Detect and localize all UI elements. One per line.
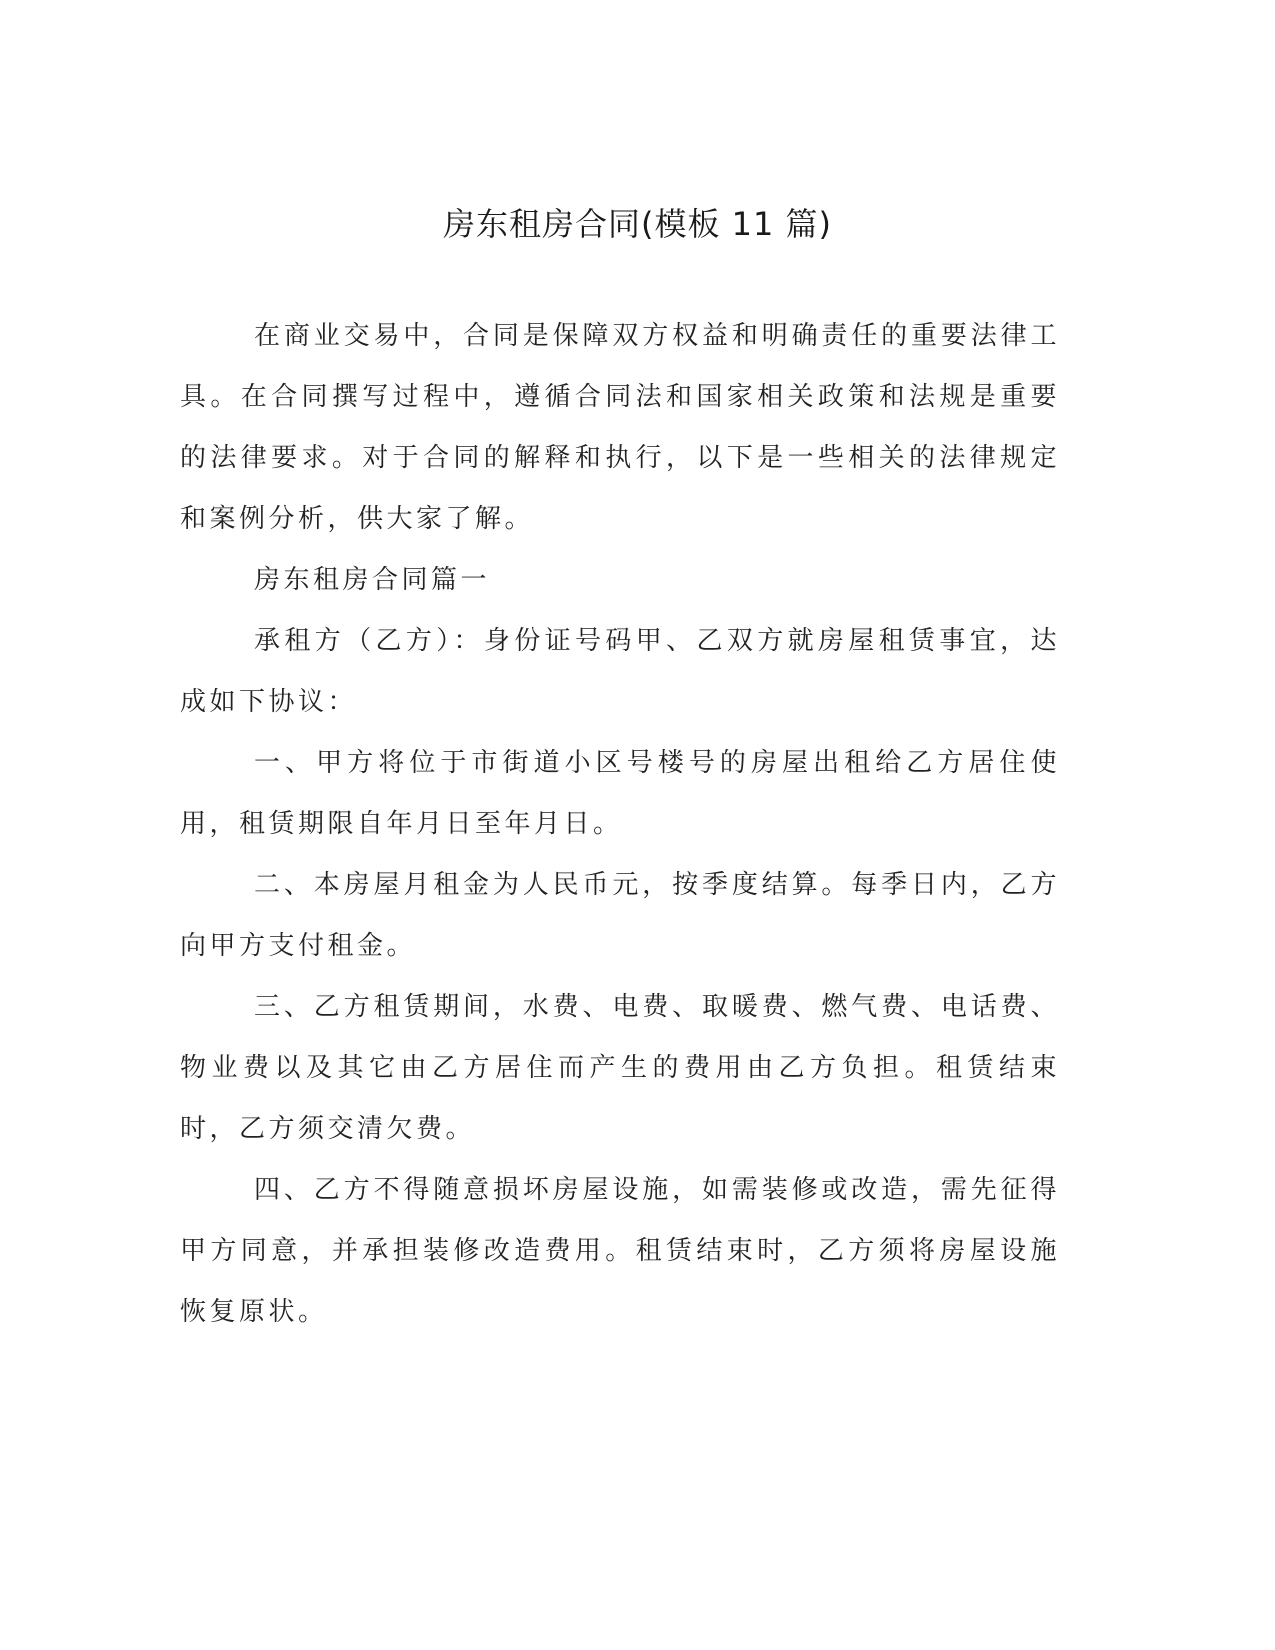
- clause-1-paragraph: 一、甲方将位于市街道小区号楼号的房屋出租给乙方居住使用，租赁期限自年月日至年月日。: [180, 748, 1060, 839]
- intro-paragraph: 在商业交易中，合同是保障双方权益和明确责任的重要法律工具。在合同撰写过程中，遵循合同法和国家相关政策和法规是重要的法律要求。对于合同的解释和执行，以下是一些相关的法律规定和案例分析，供大家了解。: [180, 321, 1060, 534]
- clause-3-paragraph: 三、乙方租赁期间，水费、电费、取暖费、燃气费、电话费、物业费以及其它由乙方居住而产生的费用由乙方负担。租赁结束时，乙方须交清欠费。: [180, 992, 1060, 1144]
- clause-4-paragraph: 四、乙方不得随意损坏房屋设施，如需装修或改造，需先征得甲方同意，并承担装修改造费用。租赁结束时，乙方须将房屋设施恢复原状。: [180, 1175, 1060, 1327]
- section-heading: 房东租房合同篇一: [254, 565, 491, 595]
- document-title: 房东租房合同(模板 11 篇): [442, 205, 833, 243]
- parties-paragraph: 承租方（乙方）：身份证号码甲、乙双方就房屋租赁事宜，达成如下协议：: [180, 626, 1060, 717]
- document-body: [180, 306, 1060, 1343]
- clause-2-paragraph: 二、本房屋月租金为人民币元，按季度结算。每季日内，乙方向甲方支付租金。: [180, 870, 1060, 961]
